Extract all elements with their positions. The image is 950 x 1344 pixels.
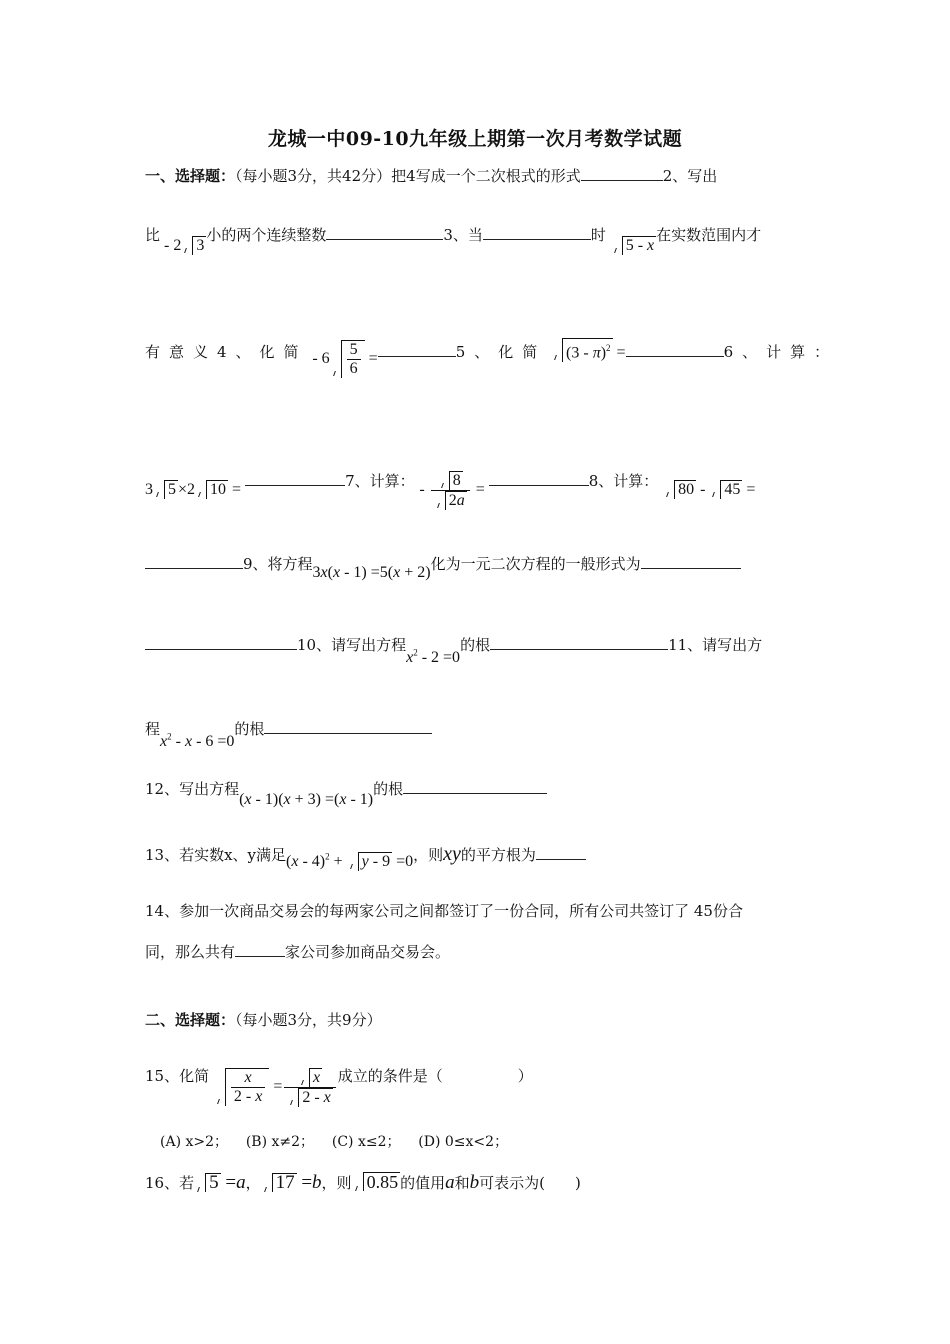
answer-blank[interactable] bbox=[483, 225, 591, 240]
question-text: ，则 bbox=[321, 1174, 352, 1192]
answer-blank[interactable] bbox=[145, 554, 243, 569]
question-text: 的平方根为 bbox=[460, 846, 536, 864]
question-text: 15、化简 bbox=[145, 1067, 210, 1086]
option-d[interactable]: (D) 0≤x<2； bbox=[418, 1134, 509, 1150]
math-expression: xy bbox=[443, 843, 461, 865]
math-expression: (x - 1)(x + 3) =(x - 1) bbox=[239, 791, 374, 808]
question-text: 的值用 bbox=[400, 1174, 446, 1192]
question-text: 的根 bbox=[373, 780, 404, 798]
answer-blank[interactable] bbox=[490, 635, 668, 650]
math-expression: a bbox=[445, 1172, 455, 1193]
question-text: 16、若 bbox=[145, 1174, 195, 1192]
math-expression: 17 =b bbox=[261, 1172, 322, 1193]
question-text: 12、写出方程 bbox=[145, 780, 240, 798]
section-heading: 二、选择题： bbox=[145, 1011, 236, 1029]
math-expression: (x - 4)$^2$ + y - 9 =0 bbox=[286, 851, 414, 870]
question-text: 10、请写出方程 bbox=[297, 636, 407, 654]
question-text: 在实数范围内才 bbox=[656, 226, 762, 244]
question-text: 化为一元二次方程的一般形式为 bbox=[430, 555, 641, 573]
question-line bbox=[145, 778, 547, 808]
question-text: 3、当 bbox=[443, 226, 483, 244]
question-line bbox=[145, 1058, 533, 1106]
math-expression: 3x(x - 1) =5(x + 2) bbox=[312, 564, 431, 581]
question-text: 时 bbox=[590, 226, 606, 244]
answer-blank[interactable] bbox=[378, 342, 456, 357]
option-c[interactable]: (C) x≤2； bbox=[331, 1134, 401, 1150]
question-line bbox=[145, 1009, 382, 1030]
question-text: 14、参加一次商品交易会的每两家公司之间都签订了一份合同，所有公司共签订了 45份合 bbox=[145, 902, 743, 920]
question-text: 同，那么共有 bbox=[145, 943, 236, 961]
math-expression: $x^2 - x - 6 =0$ bbox=[160, 731, 235, 750]
math-expression: (3 - π)$^2$ = bbox=[551, 344, 626, 361]
question-text: 把4写成一个二次根式的形式 bbox=[391, 167, 581, 185]
answer-blank[interactable] bbox=[264, 719, 432, 734]
question-line bbox=[145, 463, 756, 509]
question-text: ，则 bbox=[413, 846, 444, 864]
question-line bbox=[145, 1172, 581, 1194]
question-line bbox=[145, 900, 743, 921]
answer-blank[interactable] bbox=[626, 342, 724, 357]
answer-blank[interactable] bbox=[403, 779, 547, 794]
question-line bbox=[145, 224, 762, 254]
answer-blank[interactable] bbox=[326, 225, 443, 240]
question-text: 4、化简 bbox=[217, 343, 308, 362]
question-text: 小的两个连续整数 bbox=[206, 226, 327, 244]
answer-blank[interactable] bbox=[235, 942, 285, 957]
math-expression: - $\frac{8}{2a}$ = bbox=[419, 472, 489, 509]
question-text: 5、化简 bbox=[455, 343, 547, 362]
answer-blank[interactable] bbox=[536, 845, 586, 860]
answer-blank[interactable] bbox=[641, 554, 741, 569]
option-a[interactable]: (A) x>2； bbox=[160, 1134, 229, 1150]
question-text: 有意义 bbox=[145, 343, 218, 362]
math-expression: 5 =a bbox=[194, 1172, 245, 1193]
answer-blank[interactable] bbox=[489, 471, 589, 486]
question-text: 2、写出 bbox=[662, 167, 718, 185]
question-text: 11、请写出方 bbox=[668, 636, 763, 654]
question-text: 程 bbox=[145, 720, 161, 738]
question-line bbox=[145, 165, 717, 186]
question-line bbox=[145, 718, 432, 750]
question-text: 9、将方程 bbox=[243, 555, 313, 573]
answer-blank[interactable] bbox=[245, 471, 345, 486]
answer-blank[interactable] bbox=[145, 635, 297, 650]
section-heading: 一、选择题： bbox=[145, 167, 236, 185]
question-text: 的根 bbox=[460, 636, 491, 654]
question-text: 比 bbox=[145, 226, 161, 244]
question-line bbox=[145, 553, 741, 581]
option-b[interactable]: (B) x≠2； bbox=[245, 1134, 315, 1150]
question-text: 可表示为( ) bbox=[479, 1174, 581, 1192]
question-text: 13、若实数x、y满足 bbox=[145, 846, 287, 864]
question-line bbox=[145, 634, 763, 666]
math-expression: $\frac{x}{2 - x}$ = $\frac{x}{2 - x}$ bbox=[214, 1078, 338, 1095]
options-row bbox=[160, 1131, 508, 1151]
question-text: ， bbox=[245, 1174, 261, 1192]
page-title: 龙城一中09-10九年级上期第一次月考数学试题 bbox=[267, 128, 683, 150]
question-text: 7、计算： bbox=[345, 472, 415, 491]
question-line bbox=[145, 941, 450, 962]
math-expression: $x^2 - 2 =0$ bbox=[406, 647, 461, 666]
question-text: 家公司参加商品交易会。 bbox=[285, 943, 451, 961]
question-text: 和 bbox=[454, 1174, 470, 1192]
math-expression: 0.85 bbox=[352, 1172, 401, 1192]
question-line bbox=[145, 334, 839, 377]
question-text: 成立的条件是（ ） bbox=[337, 1067, 533, 1086]
section-note: （每小题3分，共42分） bbox=[235, 167, 392, 185]
math-expression: - 6 $\frac{5}{6}$ = bbox=[312, 341, 378, 377]
math-expression: 5 - x bbox=[611, 237, 656, 254]
question-text: 的根 bbox=[234, 720, 265, 738]
question-text: 8、计算： bbox=[588, 472, 659, 491]
answer-blank[interactable] bbox=[581, 166, 663, 181]
question-text: 6、计算： bbox=[723, 343, 839, 362]
math-expression: 3 5 ×2 10 = bbox=[145, 481, 246, 499]
section-note: （每小题3分，共9分） bbox=[235, 1011, 382, 1029]
question-line bbox=[145, 843, 586, 870]
math-expression: b bbox=[469, 1172, 480, 1193]
math-expression: - 2 3 bbox=[160, 237, 205, 254]
math-expression: 80 - 45 = bbox=[663, 481, 755, 498]
